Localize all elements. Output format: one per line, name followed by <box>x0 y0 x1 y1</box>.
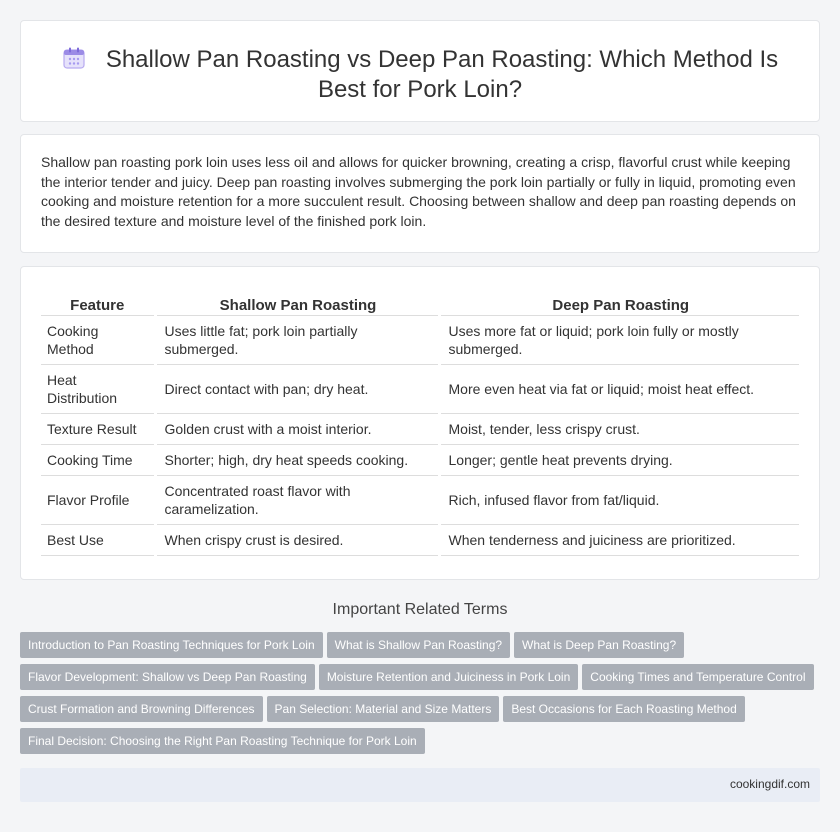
deep-cell: Moist, tender, less crispy crust. <box>439 414 799 445</box>
feature-cell: Heat Distribution <box>41 365 155 414</box>
feature-cell: Cooking Time <box>41 445 155 476</box>
intro-card <box>20 134 820 253</box>
shallow-cell: Shorter; high, dry heat speeds cooking. <box>155 445 439 476</box>
header-shallow: Shallow Pan Roasting <box>155 295 439 316</box>
shallow-cell: When crispy crust is desired. <box>155 525 439 556</box>
deep-cell: When tenderness and juiciness are prioritized. <box>439 525 799 556</box>
related-term-tag[interactable]: Best Occasions for Each Roasting Method <box>503 696 744 722</box>
related-term-tag[interactable]: Final Decision: Choosing the Right Pan Roasting Technique for Pork Loin <box>20 728 425 754</box>
table-row <box>41 365 799 414</box>
related-term-tag[interactable]: Pan Selection: Material and Size Matters <box>267 696 500 722</box>
related-term-tag[interactable]: Moisture Retention and Juiciness in Pork Loin <box>319 664 578 690</box>
feature-cell: Cooking Method <box>41 316 155 365</box>
table-header-row <box>41 295 799 316</box>
table-row <box>41 445 799 476</box>
feature-cell: Texture Result <box>41 414 155 445</box>
header-card <box>20 20 820 122</box>
comparison-table <box>41 295 799 556</box>
related-term-tag[interactable]: What is Deep Pan Roasting? <box>514 632 684 658</box>
table-row <box>41 316 799 365</box>
related-terms-list <box>20 632 830 760</box>
shallow-cell: Uses little fat; pork loin partially submerged. <box>155 316 439 365</box>
footer-bar <box>20 768 820 802</box>
feature-cell: Best Use <box>41 525 155 556</box>
deep-cell: Longer; gentle heat prevents drying. <box>439 445 799 476</box>
related-term-tag[interactable]: Flavor Development: Shallow vs Deep Pan Roasting <box>20 664 315 690</box>
table-row <box>41 525 799 556</box>
title-wrap <box>61 45 779 105</box>
shallow-cell: Direct contact with pan; dry heat. <box>155 365 439 414</box>
calendar-icon <box>62 46 86 70</box>
deep-cell: Uses more fat or liquid; pork loin fully or mostly submerged. <box>439 316 799 365</box>
shallow-cell: Golden crust with a moist interior. <box>155 414 439 445</box>
related-term-tag[interactable]: Cooking Times and Temperature Control <box>582 664 813 690</box>
related-term-tag[interactable]: Introduction to Pan Roasting Techniques for Pork Loin <box>20 632 323 658</box>
page-title <box>61 45 779 105</box>
related-term-tag[interactable]: What is Shallow Pan Roasting? <box>327 632 510 658</box>
intro-paragraph: Shallow pan roasting pork loin uses less oil and allows for quicker browning, creating a crisp, flavorful crust while keeping the interior tender and juicy. Deep pan roasting involves submerging the pork loin partially or fully in liquid, promoting even cooking and moisture retention for a more succulent result. Choosing between shallow and deep pan roasting depends on the desired texture and moisture level of the finished pork loin. <box>41 154 796 229</box>
feature-cell: Flavor Profile <box>41 476 155 525</box>
deep-cell: More even heat via fat or liquid; moist heat effect. <box>439 365 799 414</box>
header-feature: Feature <box>41 295 155 316</box>
related-term-tag[interactable]: Crust Formation and Browning Differences <box>20 696 263 722</box>
shallow-cell: Concentrated roast flavor with caramelization. <box>155 476 439 525</box>
table-row <box>41 414 799 445</box>
footer-site-link[interactable]: cookingdif.com <box>729 777 810 791</box>
header-deep: Deep Pan Roasting <box>439 295 799 316</box>
comparison-table-card <box>20 266 820 580</box>
page-title-text: Shallow Pan Roasting vs Deep Pan Roasting: Which Method Is Best for Pork Loin? <box>105 46 779 103</box>
table-row <box>41 476 799 525</box>
related-terms-heading: Important Related Terms <box>332 601 508 618</box>
deep-cell: Rich, infused flavor from fat/liquid. <box>439 476 799 525</box>
